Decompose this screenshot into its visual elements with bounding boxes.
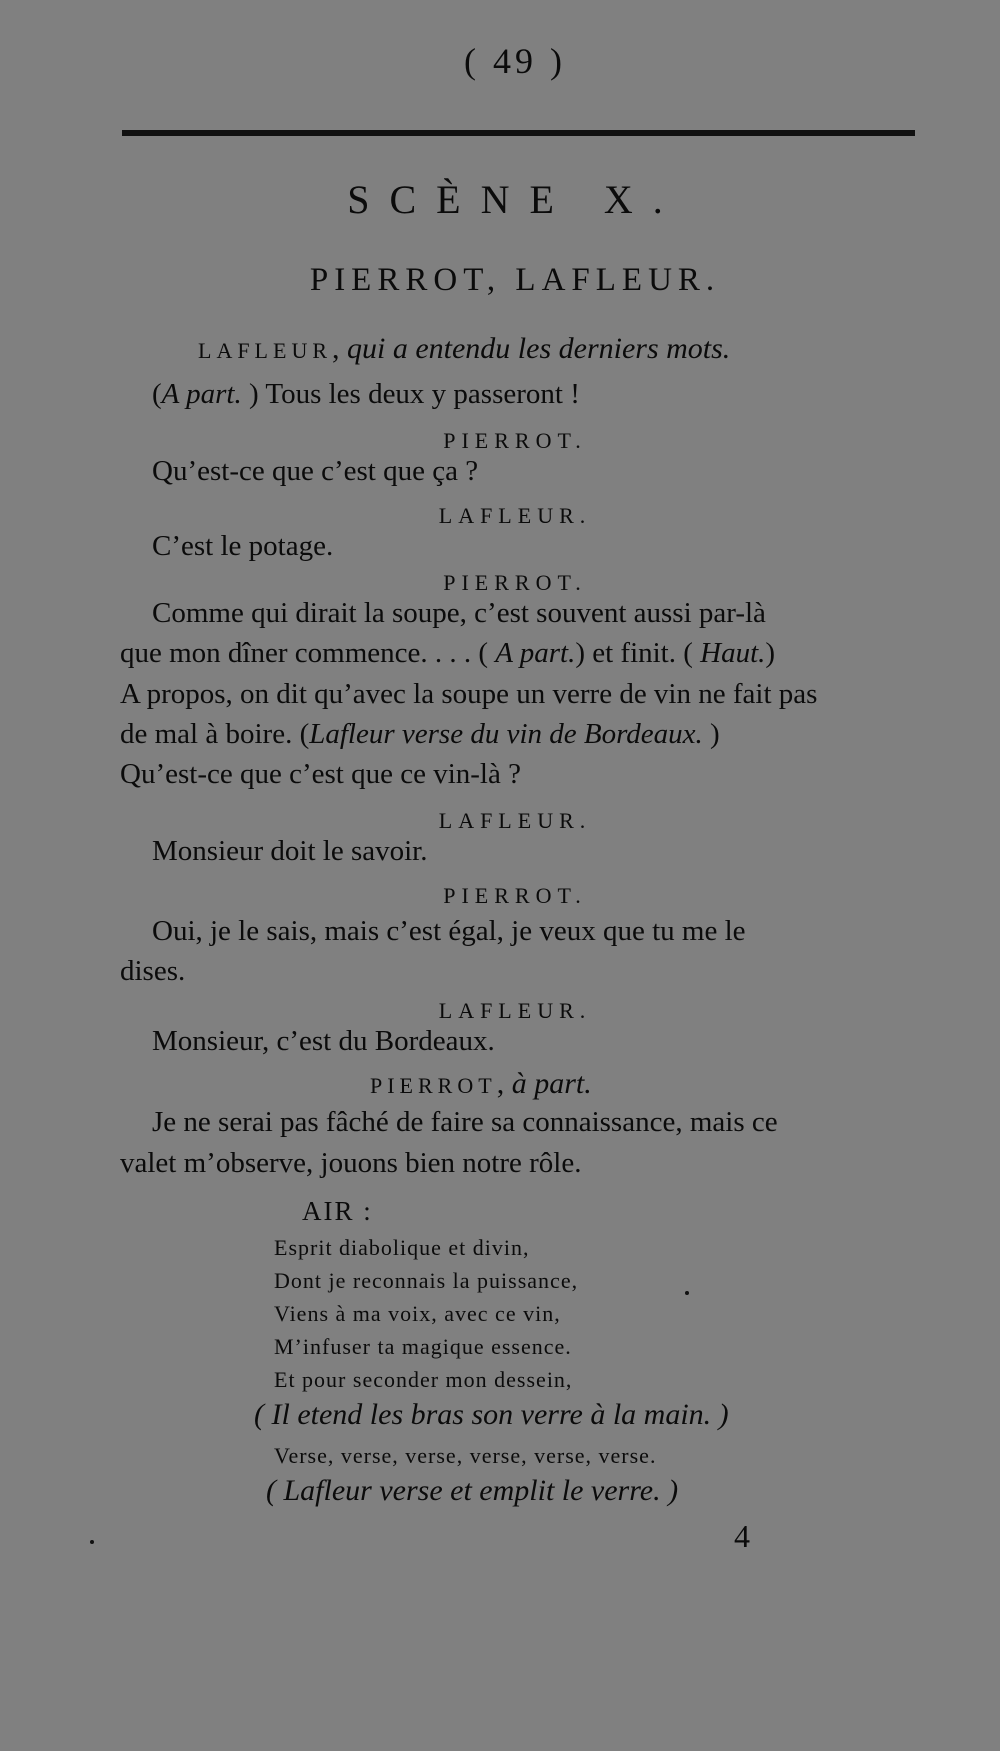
speaker-name: PIERROT: [370, 1073, 497, 1098]
speaker-lafleur: LAFLEUR.: [438, 998, 592, 1023]
scene-title: SCÈNE X.: [347, 177, 683, 222]
speaker-lafleur: LAFLEUR.: [438, 503, 592, 528]
air-label: AIR :: [302, 1196, 373, 1226]
dialogue-text: ) et finit. (: [575, 637, 693, 669]
dialogue-line: Je ne serai pas fâché de faire sa connaissance, mais ce: [152, 1106, 778, 1138]
dialogue-line: Comme qui dirait la soupe, c’est souvent aussi par-là: [152, 597, 766, 629]
speaker-pierrot: PIERROT.: [443, 883, 587, 908]
dialogue-line: Monsieur doit le savoir.: [152, 835, 428, 867]
stage-direction-lafleur: [198, 332, 730, 366]
ink-speck: [90, 1540, 94, 1544]
speaker-pierrot: PIERROT.: [443, 570, 587, 595]
speaker-lafleur: LAFLEUR.: [438, 808, 592, 833]
dialogue-line: Qu’est-ce que c’est que ce vin-là ?: [120, 758, 521, 790]
stage-note: Lafleur verse et emplit le verre.: [283, 1474, 661, 1507]
dialogue-text: de mal à boire. (: [120, 718, 310, 750]
page-number: ( 49 ): [464, 41, 566, 81]
verse-line: M’infuser ta magique essence.: [274, 1334, 572, 1359]
dialogue-line: [152, 378, 580, 411]
dialogue-line: Monsieur, c’est du Bordeaux.: [152, 1025, 495, 1057]
verse-line: Viens à ma voix, avec ce vin,: [274, 1301, 561, 1326]
dialogue-text: Tous les deux y passeront !: [265, 378, 580, 410]
dialogue-line: C’est le potage.: [152, 530, 334, 562]
paren-open: (: [152, 378, 162, 410]
verse-line: Verse, verse, verse, verse, verse, verse.: [274, 1443, 657, 1468]
direction-note: à part.: [511, 1067, 592, 1100]
ink-speck: [685, 1291, 689, 1295]
dialogue-line: dises.: [120, 955, 186, 987]
paren-close: ): [718, 1398, 729, 1431]
stage-note: Il etend les bras son verre à la main.: [271, 1398, 712, 1431]
verse-stage-direction: [266, 1474, 678, 1508]
paren-close: ): [765, 637, 776, 669]
dialogue-line: Oui, je le sais, mais c’est égal, je veux que tu me le: [152, 915, 746, 947]
signature-mark: 4: [734, 1518, 750, 1554]
verse-line: Esprit diabolique et divin,: [274, 1235, 530, 1260]
stage-direction-pierrot: [370, 1067, 592, 1101]
separator: ,: [332, 332, 340, 365]
paren-open: (: [266, 1474, 276, 1507]
dialogue-line: [120, 637, 775, 670]
verse-line: Dont je reconnais la puissance,: [274, 1268, 579, 1293]
header-rule: [122, 130, 915, 136]
dialogue-line: [120, 718, 720, 751]
speaker-name: LAFLEUR: [198, 338, 332, 363]
scene-characters: PIERROT, LAFLEUR.: [309, 262, 721, 298]
aside-note: A part.: [161, 378, 242, 410]
stage-note: Lafleur verse du vin de Bordeaux.: [309, 718, 703, 750]
verse-stage-direction: [254, 1398, 729, 1432]
speaker-pierrot: PIERROT.: [443, 428, 587, 453]
dialogue-line: valet m’observe, jouons bien notre rôle.: [120, 1147, 582, 1179]
paren-close: ): [248, 378, 259, 410]
paren-close: ): [710, 718, 720, 750]
paren-close: ): [668, 1474, 679, 1507]
dialogue-line: Qu’est-ce que c’est que ça ?: [152, 455, 479, 487]
dialogue-text: que mon dîner commence. . . . (: [120, 637, 489, 669]
direction-note: qui a entendu les derniers mots.: [347, 332, 731, 365]
separator: ,: [496, 1067, 505, 1100]
aside-note: Haut.: [700, 637, 766, 669]
paren-open: (: [254, 1398, 264, 1431]
verse-line: Et pour seconder mon dessein,: [274, 1367, 573, 1392]
aside-note: A part.: [495, 637, 576, 669]
dialogue-line: A propos, on dit qu’avec la soupe un verre de vin ne fait pas: [120, 678, 818, 710]
